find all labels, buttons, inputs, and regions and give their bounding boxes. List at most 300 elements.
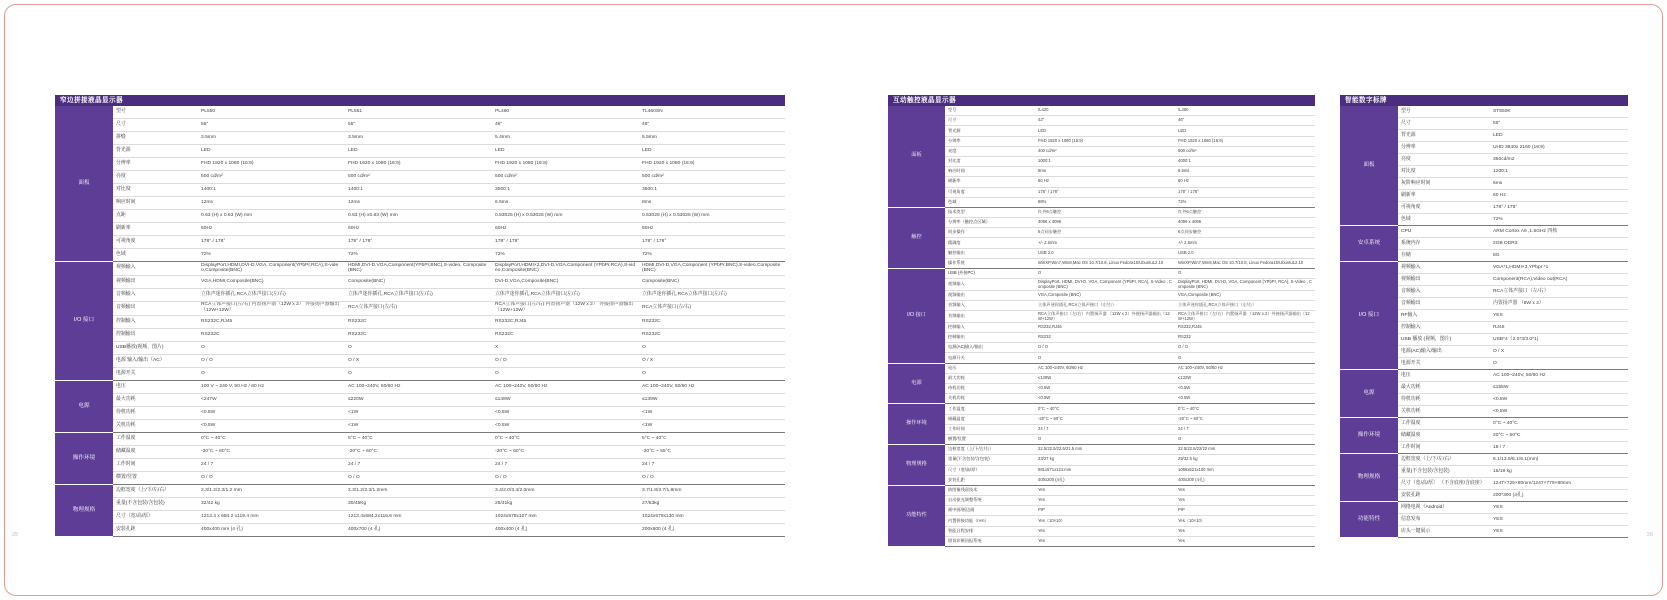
spec-group-label: 功能特性 [1340,502,1398,538]
spec-value: FHD 1920 x 1080 (16:9) [1035,136,1175,146]
spec-row-label: 电压 [945,363,1035,373]
spec-row-label: 系统内存 [1398,238,1490,250]
spec-value: O / X [345,354,492,367]
spec-value: DisplayPort, HDMI, DVI-D, VGA, Component (YPbPr, RCA), S-Video , Composite (BNC) [1175,279,1315,291]
spec-row-label: 关机功耗 [113,419,198,432]
spec-value: 立体声迷你插孔,RCA立体声接口(左/右) [198,288,345,301]
spec-row-label: 色域 [945,197,1035,207]
spec-value: 18 / 7 [1490,442,1628,454]
spec-row-label: 电压 [113,380,198,393]
spec-value: 12ms [198,197,345,210]
spec-value: 0°C ~ 40°C [492,432,639,445]
spec-value: LED [1175,126,1315,136]
spec-value: Yes [1035,485,1175,495]
spec-value: 立体声迷你插孔,RCA立体声接口(左/右) [492,288,639,301]
spec-value: <1W [639,406,785,419]
spec-row-label: 最大功耗 [1398,382,1490,394]
spec-value: <0.5W [492,419,639,432]
spec-value: -20°C ~ 60°C [492,445,639,458]
spec-group-label: 物理规格 [1340,454,1398,502]
spec-value: 55" [1490,118,1628,130]
spec-group-label: 操作环境 [55,432,113,484]
spec-value: FHD 1920 x 1080 (16:9) [345,158,492,171]
spec-row-label: 同步操作 [945,228,1035,238]
spec-value: 1066x621x100 mm [1175,465,1315,475]
spec-value: 72% [639,249,785,262]
spec-value: RS232,RJ45 [1035,322,1175,332]
spec-row-label: 视频输出 [945,290,1035,300]
spec-value: Yes（10×10） [1035,516,1175,526]
spec-row [888,445,1315,455]
spec-row-label: 待机功耗 [113,406,198,419]
spec-value: RS232C,RJ45 [492,315,639,328]
spec-row-label: 自动侦光调整系统 [945,496,1035,506]
spec-row [888,353,1315,363]
spec-value: O / X [639,354,785,367]
spec-value: 100 V ~ 240 V, 50 Hz / 60 Hz [198,380,345,393]
spec-row [1340,370,1628,382]
spec-row-label: 音频输入 [113,288,198,301]
spec-grid-videowall [55,106,785,537]
spec-group-label: 面板 [55,106,113,262]
spec-value: 5°C ~ 40°C [345,432,492,445]
spec-value: 1024x578x107 mm [492,510,639,523]
spec-row [888,424,1315,434]
spec-row-label: 分辨率 [113,158,198,171]
page-number-right: 26 [1646,532,1653,538]
spec-grid-signage [1340,106,1628,538]
spec-value: 24 / 7 [1175,424,1315,434]
spec-value: 60 Hz [1175,177,1315,187]
spec-value: O [1175,434,1315,444]
spec-row-label: 响应时间 [945,167,1035,177]
spec-value: RS232C [345,315,492,328]
spec-value: RCA立体声接口(左/右) [639,301,785,315]
spec-value: IL420 [1035,106,1175,116]
spec-row [888,136,1315,146]
spec-value: LED [492,145,639,158]
spec-row-label: 尺寸（宽/高/厚） [945,465,1035,475]
spec-row-label: 对比度 [945,156,1035,166]
spec-value: 60 Hz [1490,190,1628,202]
spec-value: 1024x579x130 mm [639,510,785,523]
spec-value: RCA立体声接口(左/右) [345,301,492,315]
spec-value: UHD 3840x 2160 (16:9) [1490,142,1628,154]
spec-value: 3500:1 [492,184,639,197]
spec-row-label: 视频输出 [1398,274,1490,286]
spec-row [55,301,785,315]
spec-row-label: 视频输入 [945,279,1035,291]
spec-row [55,471,785,484]
spec-value: 5.4mm [492,132,639,145]
spec-row-label: 储藏温度 [1398,430,1490,442]
spec-value: 27/53kg [639,497,785,510]
spec-value: 2.3/1.2/2.3/1.2mm [345,484,492,497]
spec-value: O / O [492,354,639,367]
spec-row-label: 智能日程安排 [945,526,1035,536]
spec-row [888,156,1315,166]
spec-group-label: I/O 接口 [1340,262,1398,370]
spec-value: USB 2.0 [1175,248,1315,258]
table-title-signage: 智能数字标牌 [1340,95,1628,106]
spec-row [55,158,785,171]
spec-row-label: 型号 [113,106,198,119]
spec-row-label: 待机功耗 [945,384,1035,394]
spec-value: O / O [1175,343,1315,353]
spec-value: RS232C [639,328,785,341]
spec-row-label: 音频输出 [113,301,198,315]
spec-row [55,132,785,145]
spec-value: RS232,RJ45 [1175,322,1315,332]
spec-value: 4096 x 4096 [1035,218,1175,228]
spec-value: RS232 [1035,333,1175,343]
spec-row-label: 刷新率 [1398,190,1490,202]
spec-value: 500 cd/m² [198,171,345,184]
spec-value: O [1490,358,1628,370]
spec-group-label: I/O 接口 [888,269,945,364]
spec-row [888,126,1315,136]
spec-row-label: 重量(不含包装/含包装) [945,455,1035,465]
spec-group-label: 操作环境 [888,404,945,445]
spec-row [888,322,1315,332]
spec-value: VGA*1,HDMI×3,YPbpr *1 [1490,262,1628,274]
spec-value: 2GB DDR3 [1490,238,1628,250]
spec-value: O [1175,353,1315,363]
spec-value: Component(RCA),Video out(RCA) [1490,274,1628,286]
spec-row-label: 电压 [1398,370,1490,382]
spec-row [888,496,1315,506]
spec-row [888,485,1315,495]
spec-value: Composite(BNC) [639,275,785,288]
spec-row-label: 拼缝 [113,132,198,145]
spec-row-label: 最大功耗 [113,393,198,406]
spec-value: 60Hz [345,223,492,236]
spec-value: DisplayPort,HDMI,DVI-D,VGA, Component(YPbPr,RCA),S-video,Composite(BNC) [198,262,345,276]
spec-value: Yes [1035,536,1175,546]
spec-value: O [198,341,345,354]
spec-row-label: 刷新率 [113,223,198,236]
spec-value: 0°C ~ 40°C [198,432,345,445]
spec-row [888,373,1315,383]
spec-row [55,223,785,236]
spec-value: O [1175,269,1315,279]
spec-row [888,269,1315,279]
spec-row [1340,418,1628,430]
spec-group-label: 安卓系统 [1340,226,1398,262]
spec-value: 22.5/22.5/22/22 mm [1175,445,1315,455]
spec-value: 8ms [639,197,785,210]
spec-row-label: 横置/竖置 [113,471,198,484]
spec-row-label: 尺寸 [1398,118,1490,130]
spec-value: <247W [198,393,345,406]
spec-value: Yes [1035,526,1175,536]
spec-row [55,419,785,432]
spec-value: DVI-D,VGA,Composite(BNC) [492,275,639,288]
spec-row [55,484,785,497]
spec-row [1340,226,1628,238]
spec-row [55,236,785,249]
spec-row-label: 安装孔距 [945,475,1035,485]
spec-row-label: 尺寸（宽/高/厚） [113,510,198,523]
spec-row-label: 边框宽度（上/下/左/右） [1398,454,1490,466]
spec-value: 0.53025 (H) x 0.53025 (W) mm [492,210,639,223]
spec-value: 400x400 mm (4 孔) [198,523,345,536]
spec-value: O [345,367,492,380]
spec-value: 24 / 7 [492,458,639,471]
spec-row [888,146,1315,156]
spec-row-label: RF输入 [1398,310,1490,322]
spec-row [888,343,1315,353]
spec-value: 178° / 178° [1175,187,1315,197]
spec-row-label: 安装孔距 [113,523,198,536]
spec-value: 68% [1035,197,1175,207]
spec-value: HDMI,DVI-D,VGA,Component (YPbPr,BNC),S-video,Composite(BNC) [639,262,785,276]
spec-row-label: 可视角度 [945,187,1035,197]
spec-value: ≤155W [1490,382,1628,394]
spec-row-label: 背光源 [945,126,1035,136]
spec-row-label: 控制输入 [1398,322,1490,334]
spec-row-label: 背光源 [1398,130,1490,142]
spec-value: 3.4/2.0/3.4/2.0mm [492,484,639,497]
spec-value: <0.5W [1175,384,1315,394]
spec-row-label: 色域 [113,249,198,262]
spec-value: 1213.4 x 684.2 x119.4 mm [198,510,345,523]
spec-value: 178° / 178° [1035,187,1175,197]
spec-row-label: 重量(不含包装/含包装) [1398,466,1490,478]
spec-value: 24 / 7 [1035,424,1175,434]
spec-group-label: 面板 [1340,106,1398,226]
spec-row-label: 可视角度 [113,236,198,249]
spec-row [55,210,785,223]
spec-row-label: 音频输出 [1398,298,1490,310]
spec-value: 400x200 (4孔) [1035,475,1175,485]
spec-row [888,465,1315,475]
spec-value: O / O [492,471,639,484]
spec-value: 1000:1 [1035,156,1175,166]
spec-row [1340,502,1628,514]
spec-row-label: 电源(AC)输入/输出 [945,343,1035,353]
spec-row [55,119,785,132]
spec-row [55,145,785,158]
spec-value: 立体声迷你插孔,RCA立体声接口(左/右) [345,288,492,301]
spec-row [55,393,785,406]
spec-value: LED [1490,130,1628,142]
spec-value: 立体声迷你插孔,RCA立体声接口(左/右) [639,288,785,301]
spec-value: RS232C [639,315,785,328]
spec-value: PL551 [345,106,492,119]
spec-group-label: 电源 [888,363,945,404]
spec-value: USB 2.0 [1035,248,1175,258]
spec-row [888,279,1315,291]
spec-value: 72% [492,249,639,262]
spec-value: Yes [1175,485,1315,495]
spec-value: YES [1490,310,1628,322]
spec-row-label: 工作温度 [113,432,198,445]
spec-value: 72% [1175,197,1315,207]
spec-row-label: 存储 [1398,250,1490,262]
spec-value: 1400:1 [345,184,492,197]
spec-value: 红外6点触控 [1035,207,1175,217]
spec-value: VGA,Composite (BNC) [1175,290,1315,300]
spec-row-label: 电源(AC)输入/输出 [1398,346,1490,358]
spec-table-signage [1340,95,1628,538]
spec-value: 立体声迷你插孔,RCA立体声接口（左/右） [1175,301,1315,311]
spec-value: 72% [345,249,492,262]
spec-value: 1247×725×80mm/1247×779×80mm [1490,478,1628,490]
spec-value: 500 cd/m² [345,171,492,184]
spec-row [888,197,1315,207]
spec-value: 23/27 kg [1035,455,1175,465]
spec-value: VGA,HDMI,Composite(BNC) [198,275,345,288]
spec-row-label: 储藏温度 [945,414,1035,424]
spec-value: O [639,367,785,380]
spec-value: <1W [639,419,785,432]
spec-row [55,249,785,262]
spec-value: USB*4（2.0*3/3.0*1) [1490,334,1628,346]
spec-row-label: 精确度 [945,238,1035,248]
spec-group-label: 物理规格 [55,484,113,536]
spec-row-label: 待机功耗 [1398,394,1490,406]
spec-value: YES [1490,502,1628,514]
spec-row-label: 关机功耗 [945,394,1035,404]
spec-row-label: 电源开关 [945,353,1035,363]
spec-value: 981x571x121 mm [1035,465,1175,475]
spec-value: 60 Hz [1035,177,1175,187]
spec-value: PIP [1035,506,1175,516]
spec-row-label: 点距 [113,210,198,223]
spec-row-label: 控制输入 [945,322,1035,332]
spec-row-label: 音频输入 [1398,286,1490,298]
spec-value: PL550 [198,106,345,119]
spec-group-label: 物理规格 [888,445,945,486]
spec-value: 5°C ~ 40°C [639,432,785,445]
spec-value: ≤220W [345,393,492,406]
spec-value: O [198,367,345,380]
spec-value: RS232C [198,328,345,341]
spec-row-label: 最大功耗 [945,373,1035,383]
spec-row-label: 型号 [1398,106,1490,118]
spec-value: FHD 1920 x 1080 (16:9) [492,158,639,171]
spec-value: 3.5mm [345,132,492,145]
spec-row-label: 分辨率 [945,136,1035,146]
spec-value: +/- 2.5mm [1175,238,1315,248]
spec-row [55,432,785,445]
spec-row-label: 控制输出 [113,328,198,341]
spec-value: 46" [639,119,785,132]
spec-row [55,315,785,328]
spec-grid-touch-display [888,106,1315,547]
spec-value: Yes [1175,536,1315,546]
spec-row-label: 响应时间 [113,197,198,210]
spec-row [55,275,785,288]
spec-value: -20°C ~ 55°C [639,445,785,458]
spec-row [888,434,1315,444]
spec-value: -20°C ~ 60°C [345,445,492,458]
spec-value: 6ms [1490,178,1628,190]
spec-value: 6点同步触控 [1035,228,1175,238]
spec-group-label: 面板 [888,106,945,207]
spec-value: O [492,367,639,380]
spec-row [888,290,1315,300]
spec-row [888,106,1315,116]
spec-value: AC 100~240V, 50/60 Hz [639,380,785,393]
spec-row [55,510,785,523]
spec-value: AC 100~240V, 50/60 Hz [345,380,492,393]
spec-row [888,238,1315,248]
spec-row-label: 工作时间 [945,424,1035,434]
spec-value: VGA,Composite (BNC) [1035,290,1175,300]
spec-value: Composite(BNC) [345,275,492,288]
spec-value: O [1035,269,1175,279]
spec-value: RS232C [492,328,639,341]
spec-value: 25/31kg [492,497,639,510]
spec-row [888,116,1315,126]
spec-value: ≤128W [1035,373,1175,383]
spec-value: -20°C ~ 60°C [1035,414,1175,424]
spec-value: 3.7/1.8/3.7/1.8mm [639,484,785,497]
spec-row-label: 尺寸 [113,119,198,132]
spec-value: <0.5W [198,406,345,419]
spec-row-label: 音频输出 [945,311,1035,323]
spec-row-label: 内置拼接功能（n×n） [945,516,1035,526]
spec-value: <0.5W [492,406,639,419]
spec-value: <1W [345,406,492,419]
spec-value: 0°C ~ 40°C [1490,418,1628,430]
spec-value: 2.3/1.2/2.3/1.2 mm [198,484,345,497]
spec-group-label: 触控 [888,207,945,268]
spec-row [888,414,1315,424]
spec-row-label: 视频输入 [113,262,198,276]
spec-value: 178° / 178° [345,236,492,249]
spec-value: ≤148W [492,393,639,406]
spec-table-touch-display [888,95,1315,547]
spec-value: 55" [345,119,492,132]
spec-value: X [492,341,639,354]
spec-value: ≤139W [639,393,785,406]
spec-value: WinXP,Win7,Win8,Mac OS 10.7/10.8, Linux Fedora15/Ubuntu12.10 [1035,258,1175,268]
spec-value: LED [1035,126,1175,136]
spec-value: 22.5/22.5/22.5/21.5 mm [1035,445,1175,455]
spec-row [888,384,1315,394]
spec-row-label: 电源 输入/输出（AC） [113,354,198,367]
spec-row [55,262,785,276]
page-number-left: 25 [12,532,19,538]
spec-row-label: CPU [1398,226,1490,238]
spec-row-label: 工作温度 [945,404,1035,414]
spec-group-label: 功能特性 [888,485,945,546]
spec-value: 400x200 (4孔) [1175,475,1315,485]
spec-value: 3500:1 [639,184,785,197]
spec-row [55,341,785,354]
spec-value: <0.5W [1490,406,1628,418]
spec-row [55,288,785,301]
spec-value: RCA立体声接口(左/右) 内置扬声器（12W x 2） 外接扬声器输出（12W+12W） [492,301,639,315]
spec-value: 24 / 7 [639,458,785,471]
spec-value: O / O [198,354,345,367]
spec-row-label: 工作时间 [113,458,198,471]
spec-value: 5.5mm [639,132,785,145]
spec-value: Yes [1035,496,1175,506]
spec-value: 72% [1490,214,1628,226]
spec-row [55,354,785,367]
spec-row-label: 尺寸（宽/高/厚） （不含底座/含底座） [1398,478,1490,490]
spec-row-label: 关机功耗 [1398,406,1490,418]
spec-value: 4000:1 [1175,156,1315,166]
spec-row-label: 储藏温度 [113,445,198,458]
spec-value: <0.5W [1035,384,1175,394]
spec-value: 24 / 7 [198,458,345,471]
spec-row-label: 工作时间 [1398,442,1490,454]
